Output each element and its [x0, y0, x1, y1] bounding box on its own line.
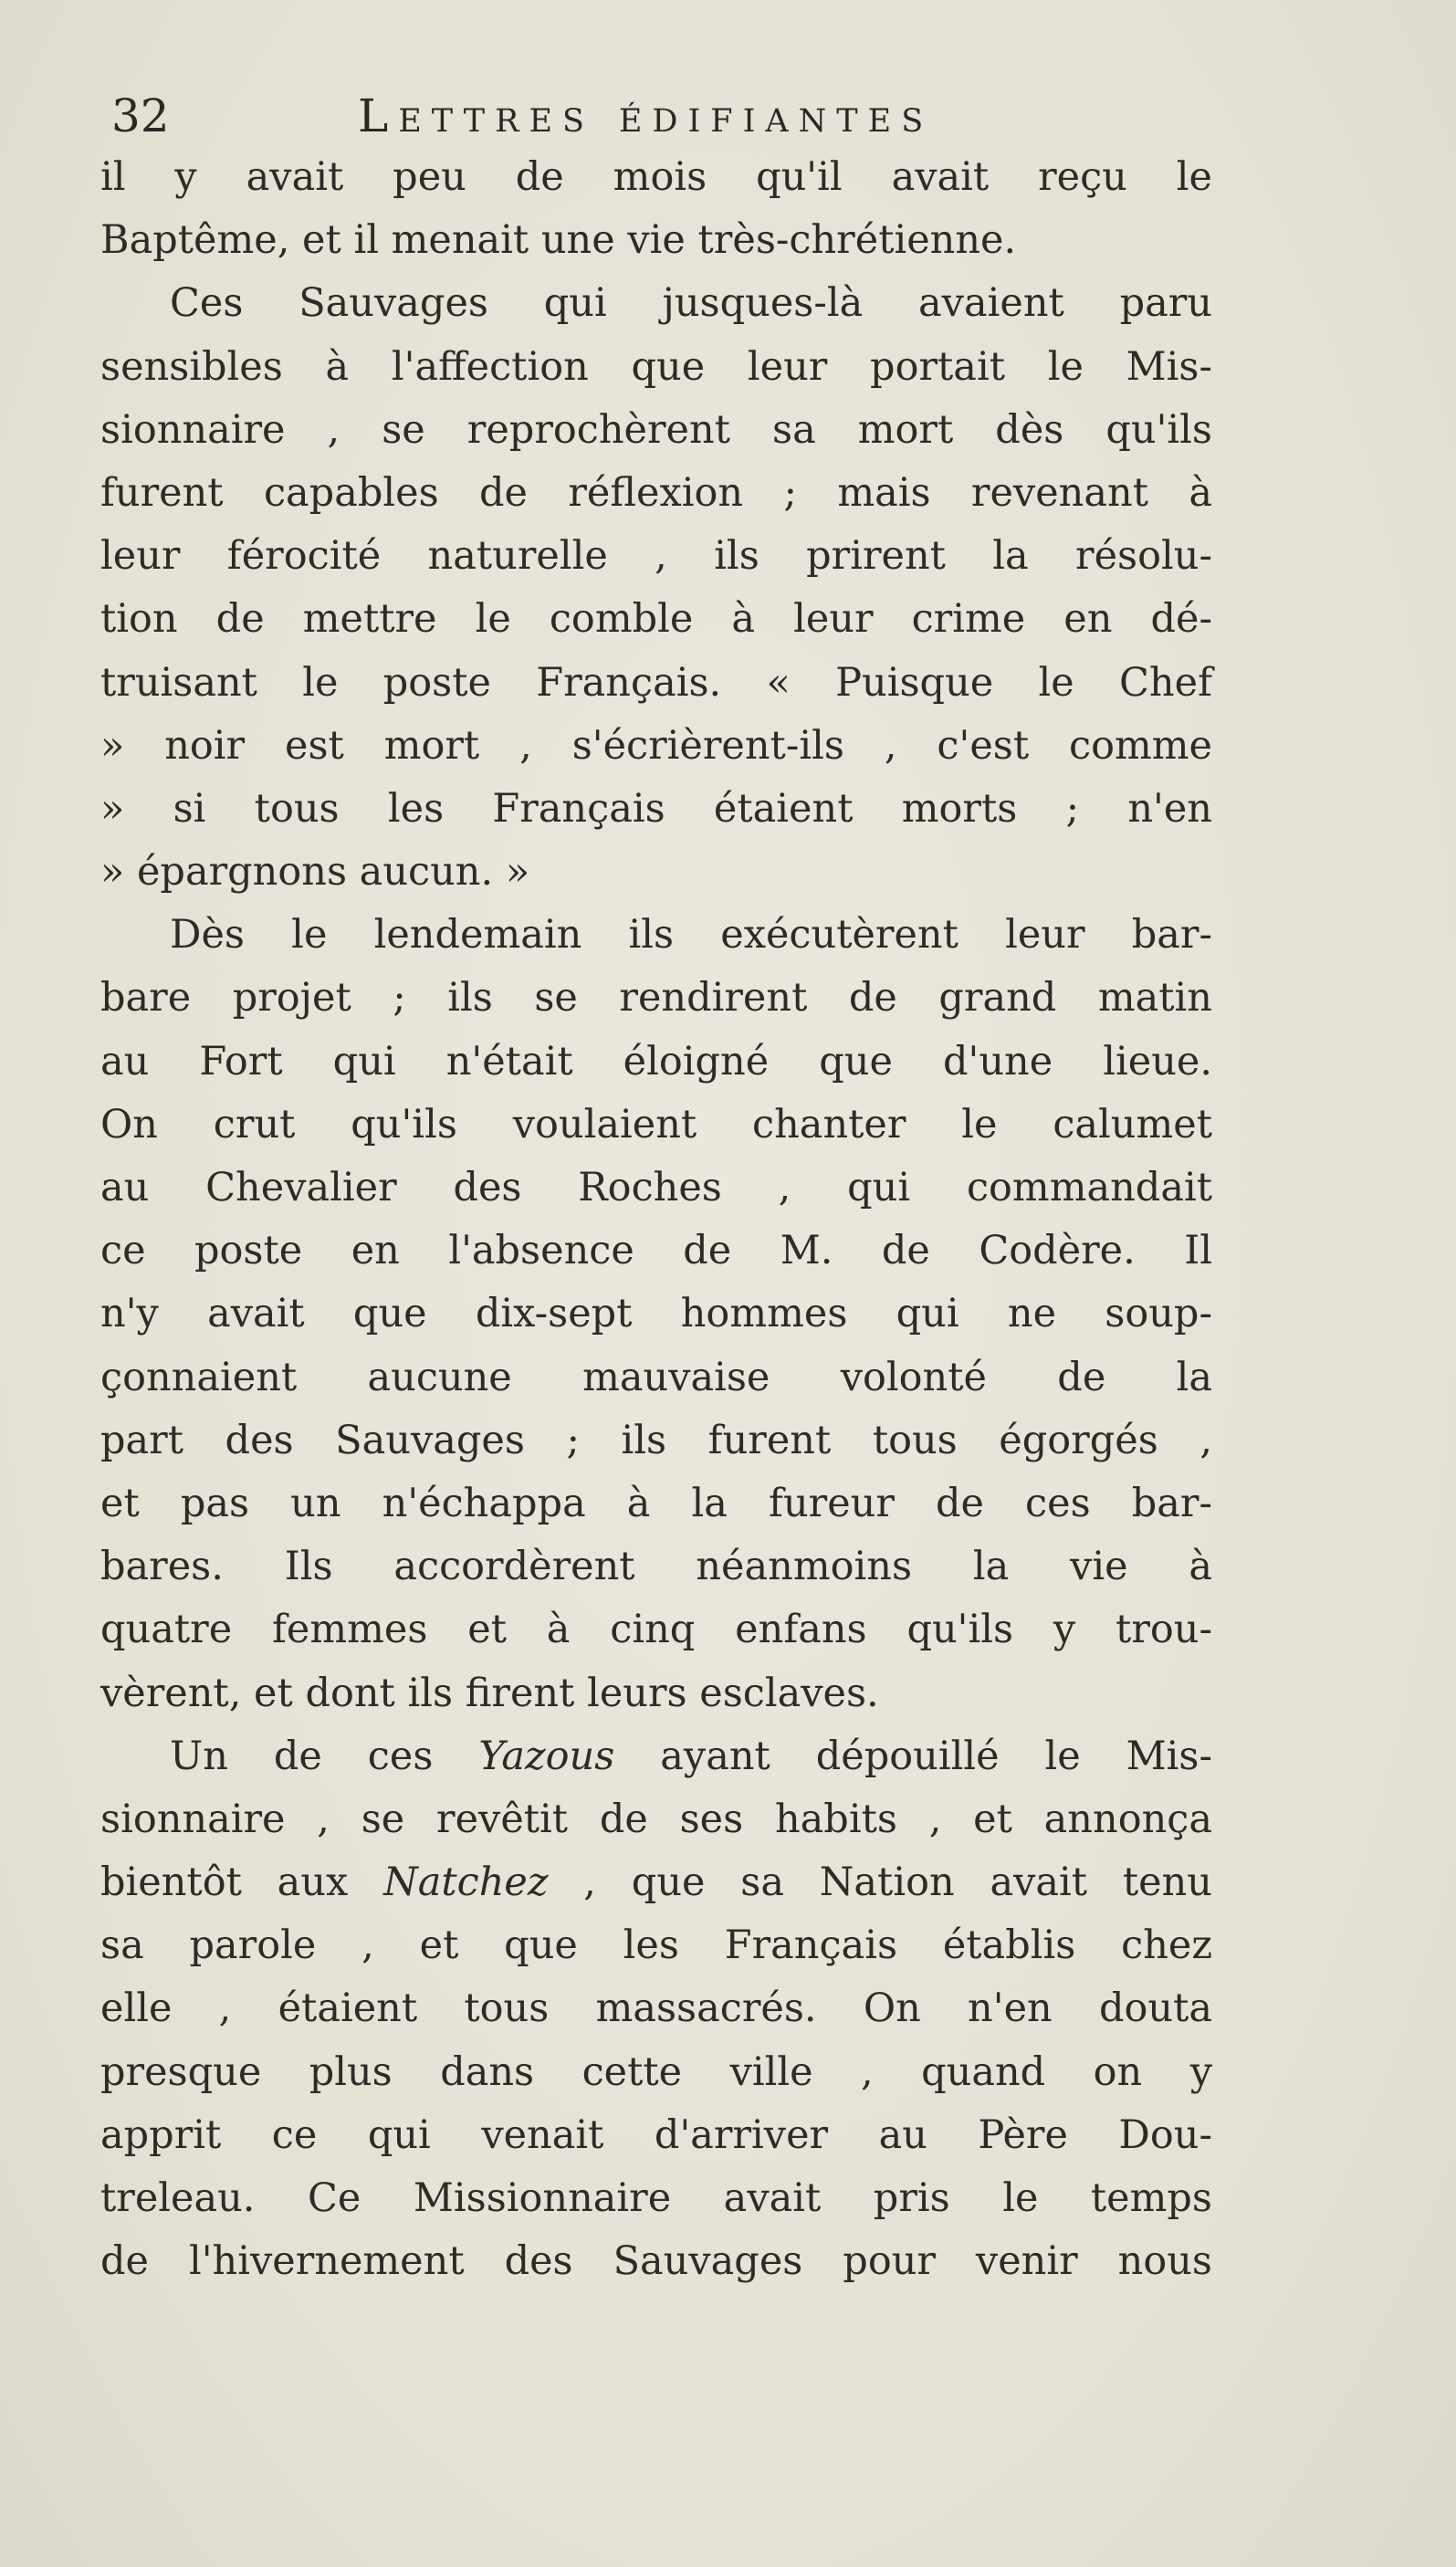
text-line: Dès le lendemain ils exécutèrent leur bar-	[170, 912, 1212, 959]
text-line: leur férocité naturelle , ils prirent la résolu-	[100, 533, 1212, 580]
text-line: On crut qu'ils voulaient chanter le calumet	[100, 1101, 1212, 1147]
text-line: de l'hivernement des Sauvages pour venir nous	[100, 2238, 1212, 2285]
text-line: et pas un n'échappa à la fureur de ces bar-	[100, 1480, 1212, 1526]
text-line: sionnaire , se revêtit de ses habits , et annonça	[100, 1796, 1212, 1842]
text-line: tion de mettre le comble à leur crime en dé-	[100, 596, 1212, 643]
text-line: truisant le poste Français. « Puisque le Chef	[100, 659, 1212, 706]
italic-name-yazous: Yazous	[478, 1733, 615, 1779]
text-line: il y avait peu de mois qu'il avait reçu le	[100, 154, 1212, 200]
text-segment: Un de ces	[170, 1733, 479, 1779]
text-line: furent capables de réflexion ; mais revenant à	[100, 469, 1212, 516]
text-line: sensibles à l'affection que leur portait le Mis-	[100, 343, 1212, 390]
text-line: » épargnons aucun. »	[100, 849, 530, 896]
text-line: au Fort qui n'était éloigné que d'une lieue.	[100, 1038, 1212, 1084]
text-segment: , que sa Nation avait tenu	[548, 1860, 1212, 1906]
text-line: part des Sauvages ; ils furent tous égorgés ,	[100, 1417, 1212, 1463]
text-line: apprit ce qui venait d'arriver au Père Dou-	[100, 2111, 1212, 2158]
text-line: au Chevalier des Roches , qui commandait	[100, 1165, 1212, 1210]
text-line: treleau. Ce Missionnaire avait pris le temps	[100, 2175, 1212, 2221]
text-segment: ayant dépouillé le Mis-	[614, 1733, 1212, 1779]
text-line	[100, 1851, 1212, 1914]
page-number: 32	[111, 89, 170, 142]
text-line: çonnaient aucune mauvaise volonté de la	[100, 1354, 1212, 1400]
text-line: bares. Ils accordèrent néanmoins la vie à	[100, 1544, 1212, 1590]
text-line: » si tous les Français étaient morts ; n'en	[100, 785, 1212, 832]
text-segment: bientôt aux	[100, 1860, 384, 1906]
text-line: ce poste en l'absence de M. de Codère. Il	[100, 1228, 1212, 1274]
page-header	[111, 84, 1234, 148]
text-line: sa parole , et que les Français établis chez	[100, 1923, 1212, 1969]
text-line: Baptême, et il menait une vie très-chrétienne.	[100, 217, 1017, 264]
body-text	[100, 146, 1212, 2293]
text-line: n'y avait que dix-sept hommes qui ne soup-	[100, 1291, 1212, 1337]
italic-name-natchez: Natchez	[383, 1860, 549, 1906]
text-line	[100, 1725, 1212, 1788]
text-line: vèrent, et dont ils firent leurs esclaves.	[100, 1670, 879, 1716]
text-line: elle , étaient tous massacrés. On n'en douta	[100, 1985, 1212, 2032]
text-line: sionnaire , se reprochèrent sa mort dès qu'ils	[100, 406, 1212, 453]
text-line: quatre femmes et à cinq enfans qu'ils y trou-	[100, 1607, 1212, 1653]
text-line: » noir est mort , s'écrièrent-ils , c'est comme	[100, 722, 1212, 769]
text-line: presque plus dans cette ville , quand on y	[100, 2048, 1212, 2095]
running-title: Lettres édifiantes	[358, 89, 934, 142]
text-line: bare projet ; ils se rendirent de grand matin	[100, 975, 1212, 1022]
text-line: Ces Sauvages qui jusques-là avaient paru	[170, 280, 1212, 327]
